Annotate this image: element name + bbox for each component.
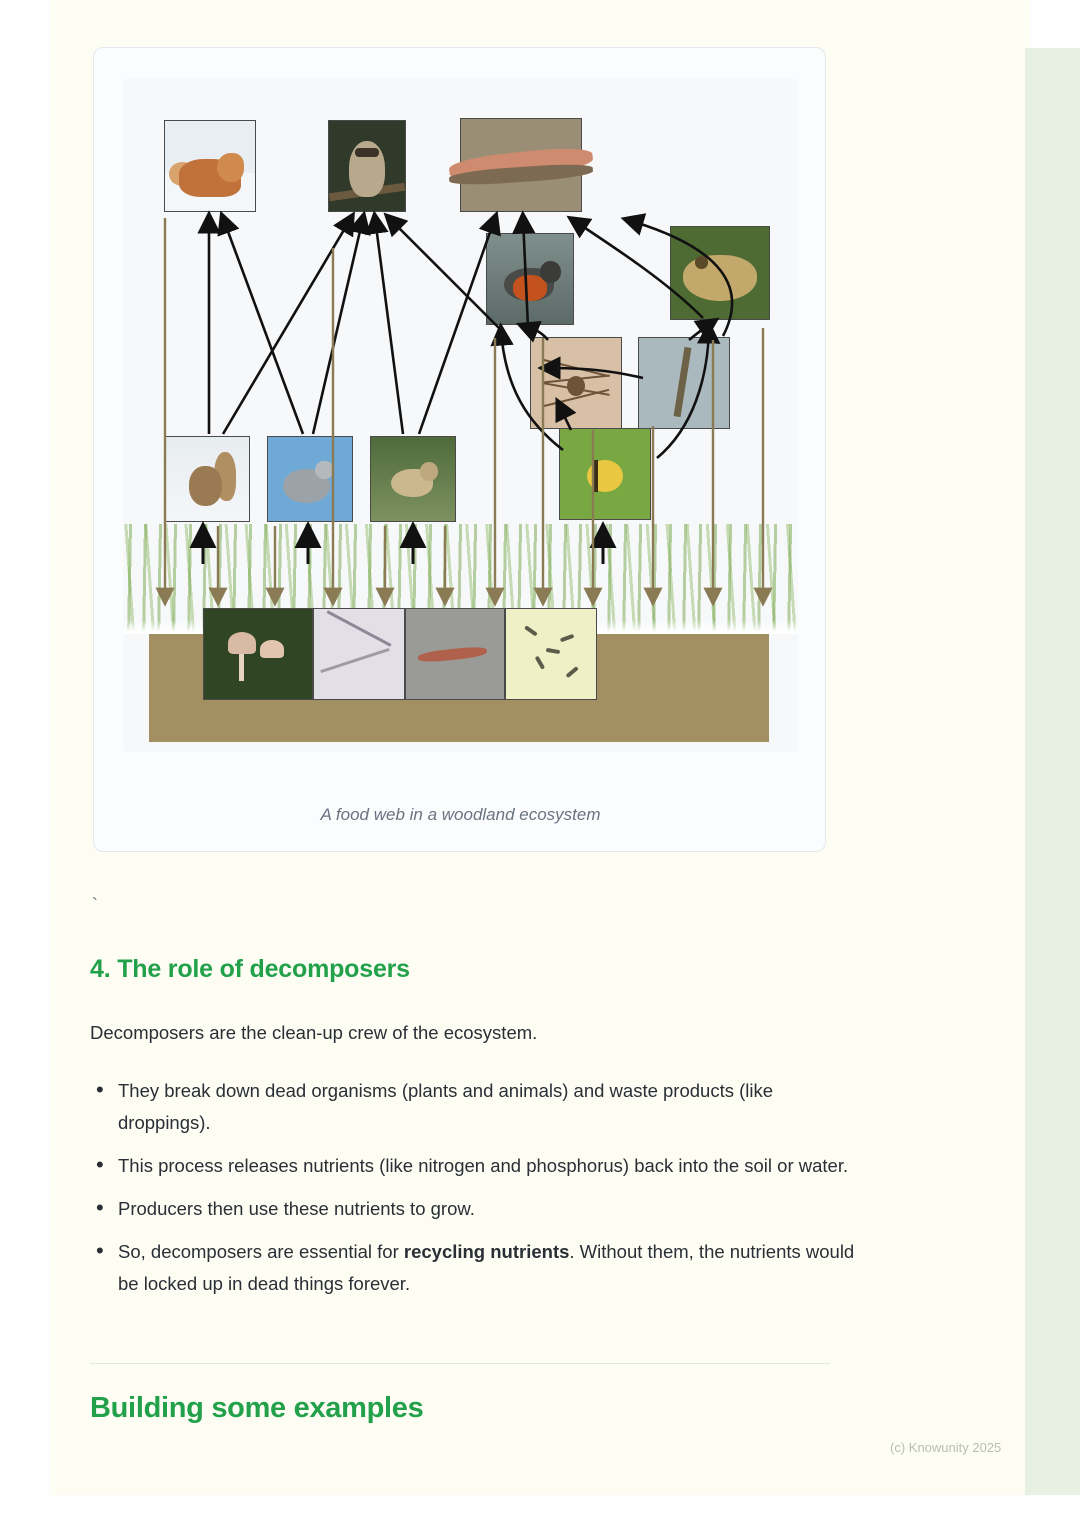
document-page <box>50 0 1030 1495</box>
figure-caption: A food web in a woodland ecosystem <box>320 805 601 824</box>
bullet-text: They break down dead organisms (plants and animals) and waste products (like droppings). <box>118 1080 774 1133</box>
section-lead-paragraph: Decomposers are the clean-up crew of the ecosystem. <box>90 1022 538 1043</box>
list-item <box>118 1075 858 1139</box>
list-item <box>118 1236 858 1300</box>
food-web-arrows <box>123 78 798 752</box>
bullet-text: So, decomposers are essential for <box>118 1241 404 1262</box>
list-item <box>118 1193 858 1225</box>
figure-card <box>93 47 826 852</box>
page-side-strip <box>1025 48 1080 1495</box>
decomposer-bullet-list <box>90 1075 858 1311</box>
bullet-emphasis: recycling nutrients <box>403 1241 570 1262</box>
bullet-text: Producers then use these nutrients to grow. <box>118 1198 475 1219</box>
bullet-text-tail: . Without them, the nutrients would be locked up in dead things forever. <box>118 1241 855 1294</box>
stray-backtick: ` <box>92 895 98 915</box>
watermark: (c) Knowunity 2025 <box>890 1440 1002 1455</box>
list-item <box>118 1150 858 1182</box>
next-section-heading: Building some examples <box>90 1392 424 1424</box>
bullet-text: This process releases nutrients (like nitrogen and phosphorus) back into the soil or water. <box>118 1155 849 1176</box>
section-heading: 4. The role of decomposers <box>90 955 410 983</box>
food-web-diagram <box>123 78 798 824</box>
section-divider <box>90 1363 830 1364</box>
